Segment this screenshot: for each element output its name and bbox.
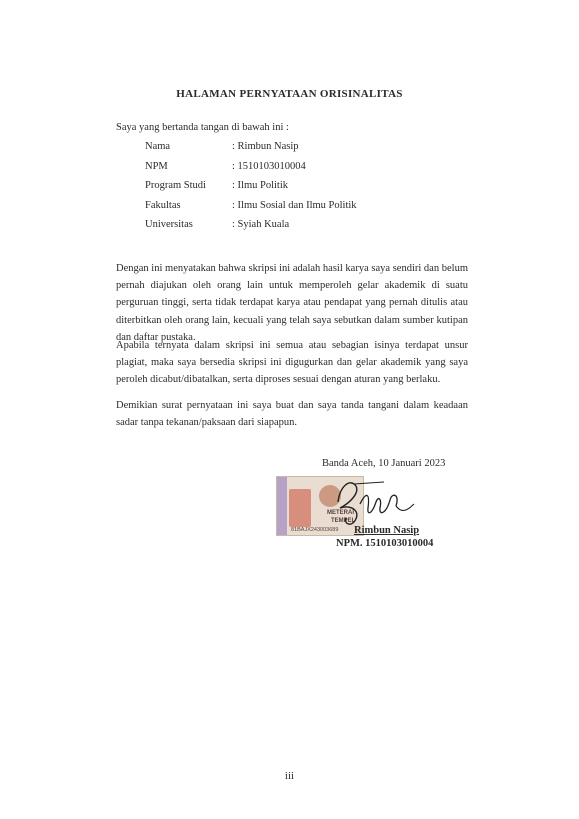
stamp-band — [277, 477, 287, 535]
stamp-value-block — [289, 489, 311, 527]
identity-label: Fakultas — [145, 199, 181, 211]
identity-value: : Rimbun Nasip — [232, 141, 299, 152]
identity-value: : Syiah Kuala — [232, 219, 290, 230]
identity-label: Program Studi — [145, 180, 206, 191]
identity-table — [145, 141, 357, 239]
identity-value: : Ilmu Politik — [232, 180, 289, 191]
stamp-serial: 81BAJX243003689 — [291, 527, 339, 533]
identity-row-program — [145, 180, 357, 200]
stamp-label: METERAI — [327, 510, 354, 516]
signer-npm: NPM. 1510103010004 — [336, 538, 434, 549]
plagiarism-paragraph: Apabila ternyata dalam skripsi ini semua atau sebagian isinya terdapat unsur plagiat, maka saya bersedia skripsi ini digugurkan dan gelar akademik yang saya peroleh dicabut/dibatalkan, serta diproses sesuai dengan aturan yang berlaku. — [116, 340, 468, 386]
identity-value: : 1510103010004 — [232, 160, 306, 172]
identity-value: : Ilmu Sosial dan Ilmu Politik — [232, 199, 357, 211]
identity-label: Universitas — [145, 219, 193, 230]
identity-row-faculty — [145, 200, 357, 220]
statement-paragraph: Dengan ini menyatakan bahwa skripsi ini adalah hasil karya saya sendiri dan belum pernah diajukan oleh orang lain untuk memperoleh gelar akademik di suatu perguruan tinggi, serta tidak terdapat karya atau pendapat yang pernah ditulis atau diterbitkan oleh orang lain, kecuali yang telah saya sebutkan dalam sumber kutipan dan daftar pustaka. — [116, 263, 468, 343]
identity-row-university — [145, 219, 357, 239]
signature-block — [270, 458, 470, 558]
signer-name: Rimbun Nasip — [354, 525, 420, 536]
closing-paragraph: Demikian surat pernyataan ini saya buat dan saya tanda tangani dalam keadaan sadar tanpa tekanan/paksaan dari siapapun. — [116, 400, 468, 429]
stamp-label: TEMPEL — [331, 518, 356, 524]
identity-label: NPM — [145, 160, 168, 172]
page-number: iii — [284, 770, 295, 782]
place-date: Banda Aceh, 10 Januari 2023 — [322, 458, 446, 469]
identity-label: Nama — [145, 141, 171, 152]
handwritten-signature — [310, 464, 420, 534]
identity-row-npm — [145, 161, 357, 181]
page-title: HALAMAN PERNYATAAN ORISINALITAS — [176, 88, 403, 100]
identity-row-name — [145, 141, 357, 161]
intro-text: Saya yang bertanda tangan di bawah ini : — [116, 122, 289, 133]
